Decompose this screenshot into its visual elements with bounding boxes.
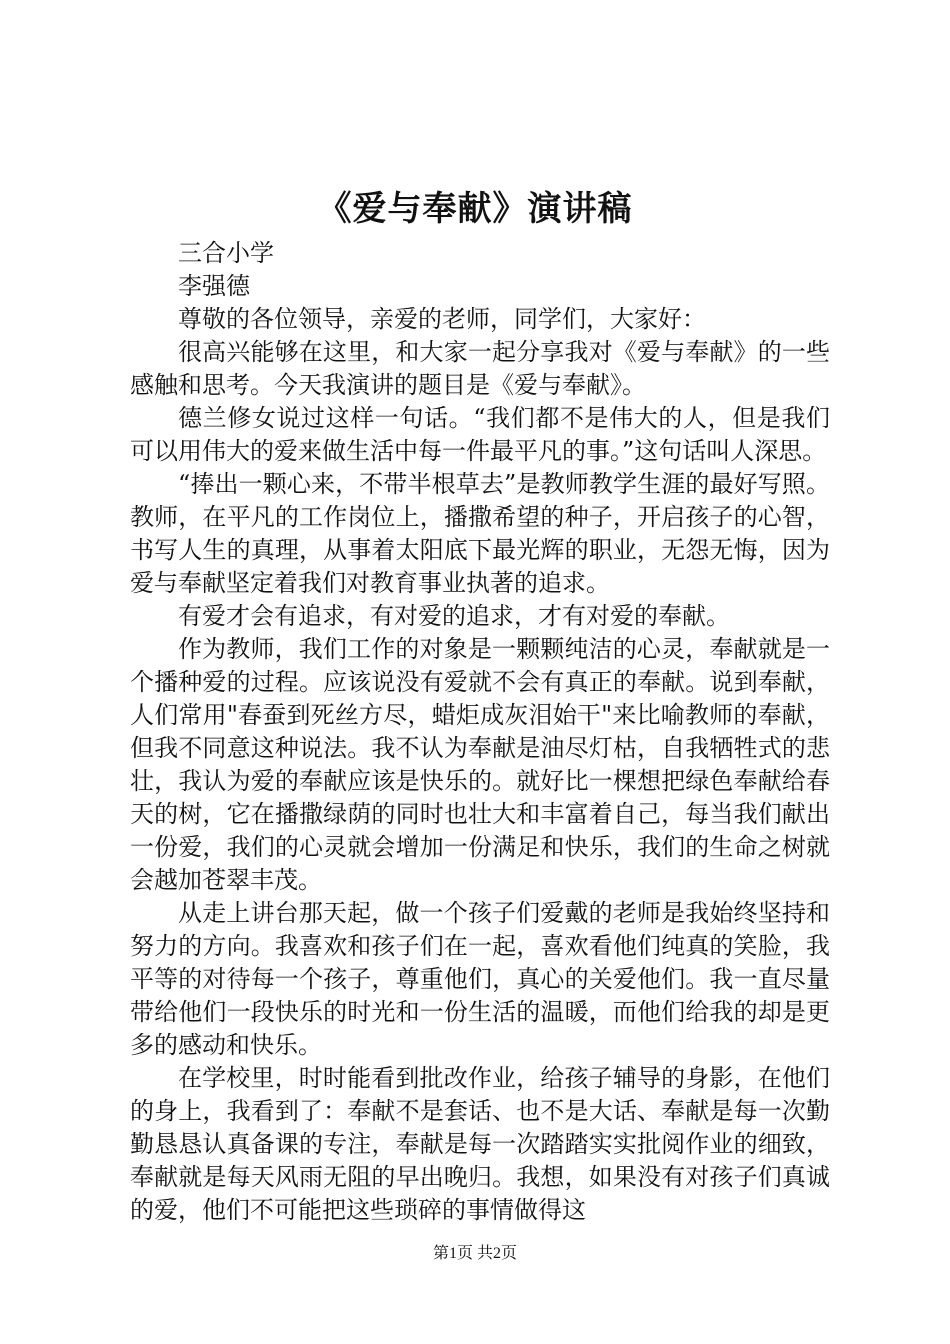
paragraph: 很高兴能够在这里，和大家一起分享我对《爱与奉献》的一些感触和思考。今天我演讲的题目是《爱与奉献》。 xyxy=(130,338,830,399)
author-name: 李强德 xyxy=(178,272,250,300)
paragraph: 德兰修女说过这样一句话。“我们都不是伟大的人，但是我们可以用伟大的爱来做生活中每一件最平凡的事。”这句话叫人深思。 xyxy=(130,404,830,465)
paragraph: 尊敬的各位领导，亲爱的老师，同学们，大家好： xyxy=(178,305,706,333)
paragraph: 作为教师，我们工作的对象是一颗颗纯洁的心灵，奉献就是一个播种爱的过程。应该说没有爱就不会有真正的奉献。说到奉献，人们常用"春蚕到死丝方尽，蜡炬成灰泪始干"来比喻教师的奉献，但我不同意这种说法。我不认为奉献是油尽灯枯，自我牺牲式的悲壮，我认为爱的奉献应该是快乐的。就好比一棵想把绿色奉献给春天的树，它在播撒绿荫的同时也壮大和丰富着自己，每当我们献出一份爱，我们的心灵就会增加一份满足和快乐，我们的生命之树就会越加苍翠丰茂。 xyxy=(130,635,830,894)
document-body xyxy=(130,237,830,1227)
document-title: 《爱与奉献》演讲稿 xyxy=(317,189,633,229)
paragraph: 在学校里，时时能看到批改作业，给孩子辅导的身影，在他们的身上，我看到了：奉献不是套话、也不是大话、奉献是每一次勤勤恳恳认真备课的专注，奉献是每一次踏踏实实批阅作业的细致，奉献就是每天风雨无阻的早出晚归。我想，如果没有对孩子们真诚的爱，他们不可能把这些琐碎的事情做得这 xyxy=(130,1064,830,1224)
paragraph: 从走上讲台那天起，做一个孩子们爱戴的老师是我始终坚持和努力的方向。我喜欢和孩子们在一起，喜欢看他们纯真的笑脸，我平等的对待每一个孩子，尊重他们，真心的关爱他们。我一直尽量带给他们一段快乐的时光和一份生活的温暖，而他们给我的却是更多的感动和快乐。 xyxy=(130,899,830,1059)
paragraph: 有爱才会有追求，有对爱的追求，才有对爱的奉献。 xyxy=(178,602,730,630)
school-name: 三合小学 xyxy=(178,239,274,267)
page-number: 第1页 共2页 xyxy=(432,1245,517,1262)
paragraph: “捧出一颗心来，不带半根草去”是教师教学生涯的最好写照。教师，在平凡的工作岗位上，播撒希望的种子，开启孩子的心智，书写人生的真理，从事着太阳底下最光辉的职业，无怨无悔，因为爱与奉献坚定着我们对教育事业执著的追求。 xyxy=(130,470,830,597)
